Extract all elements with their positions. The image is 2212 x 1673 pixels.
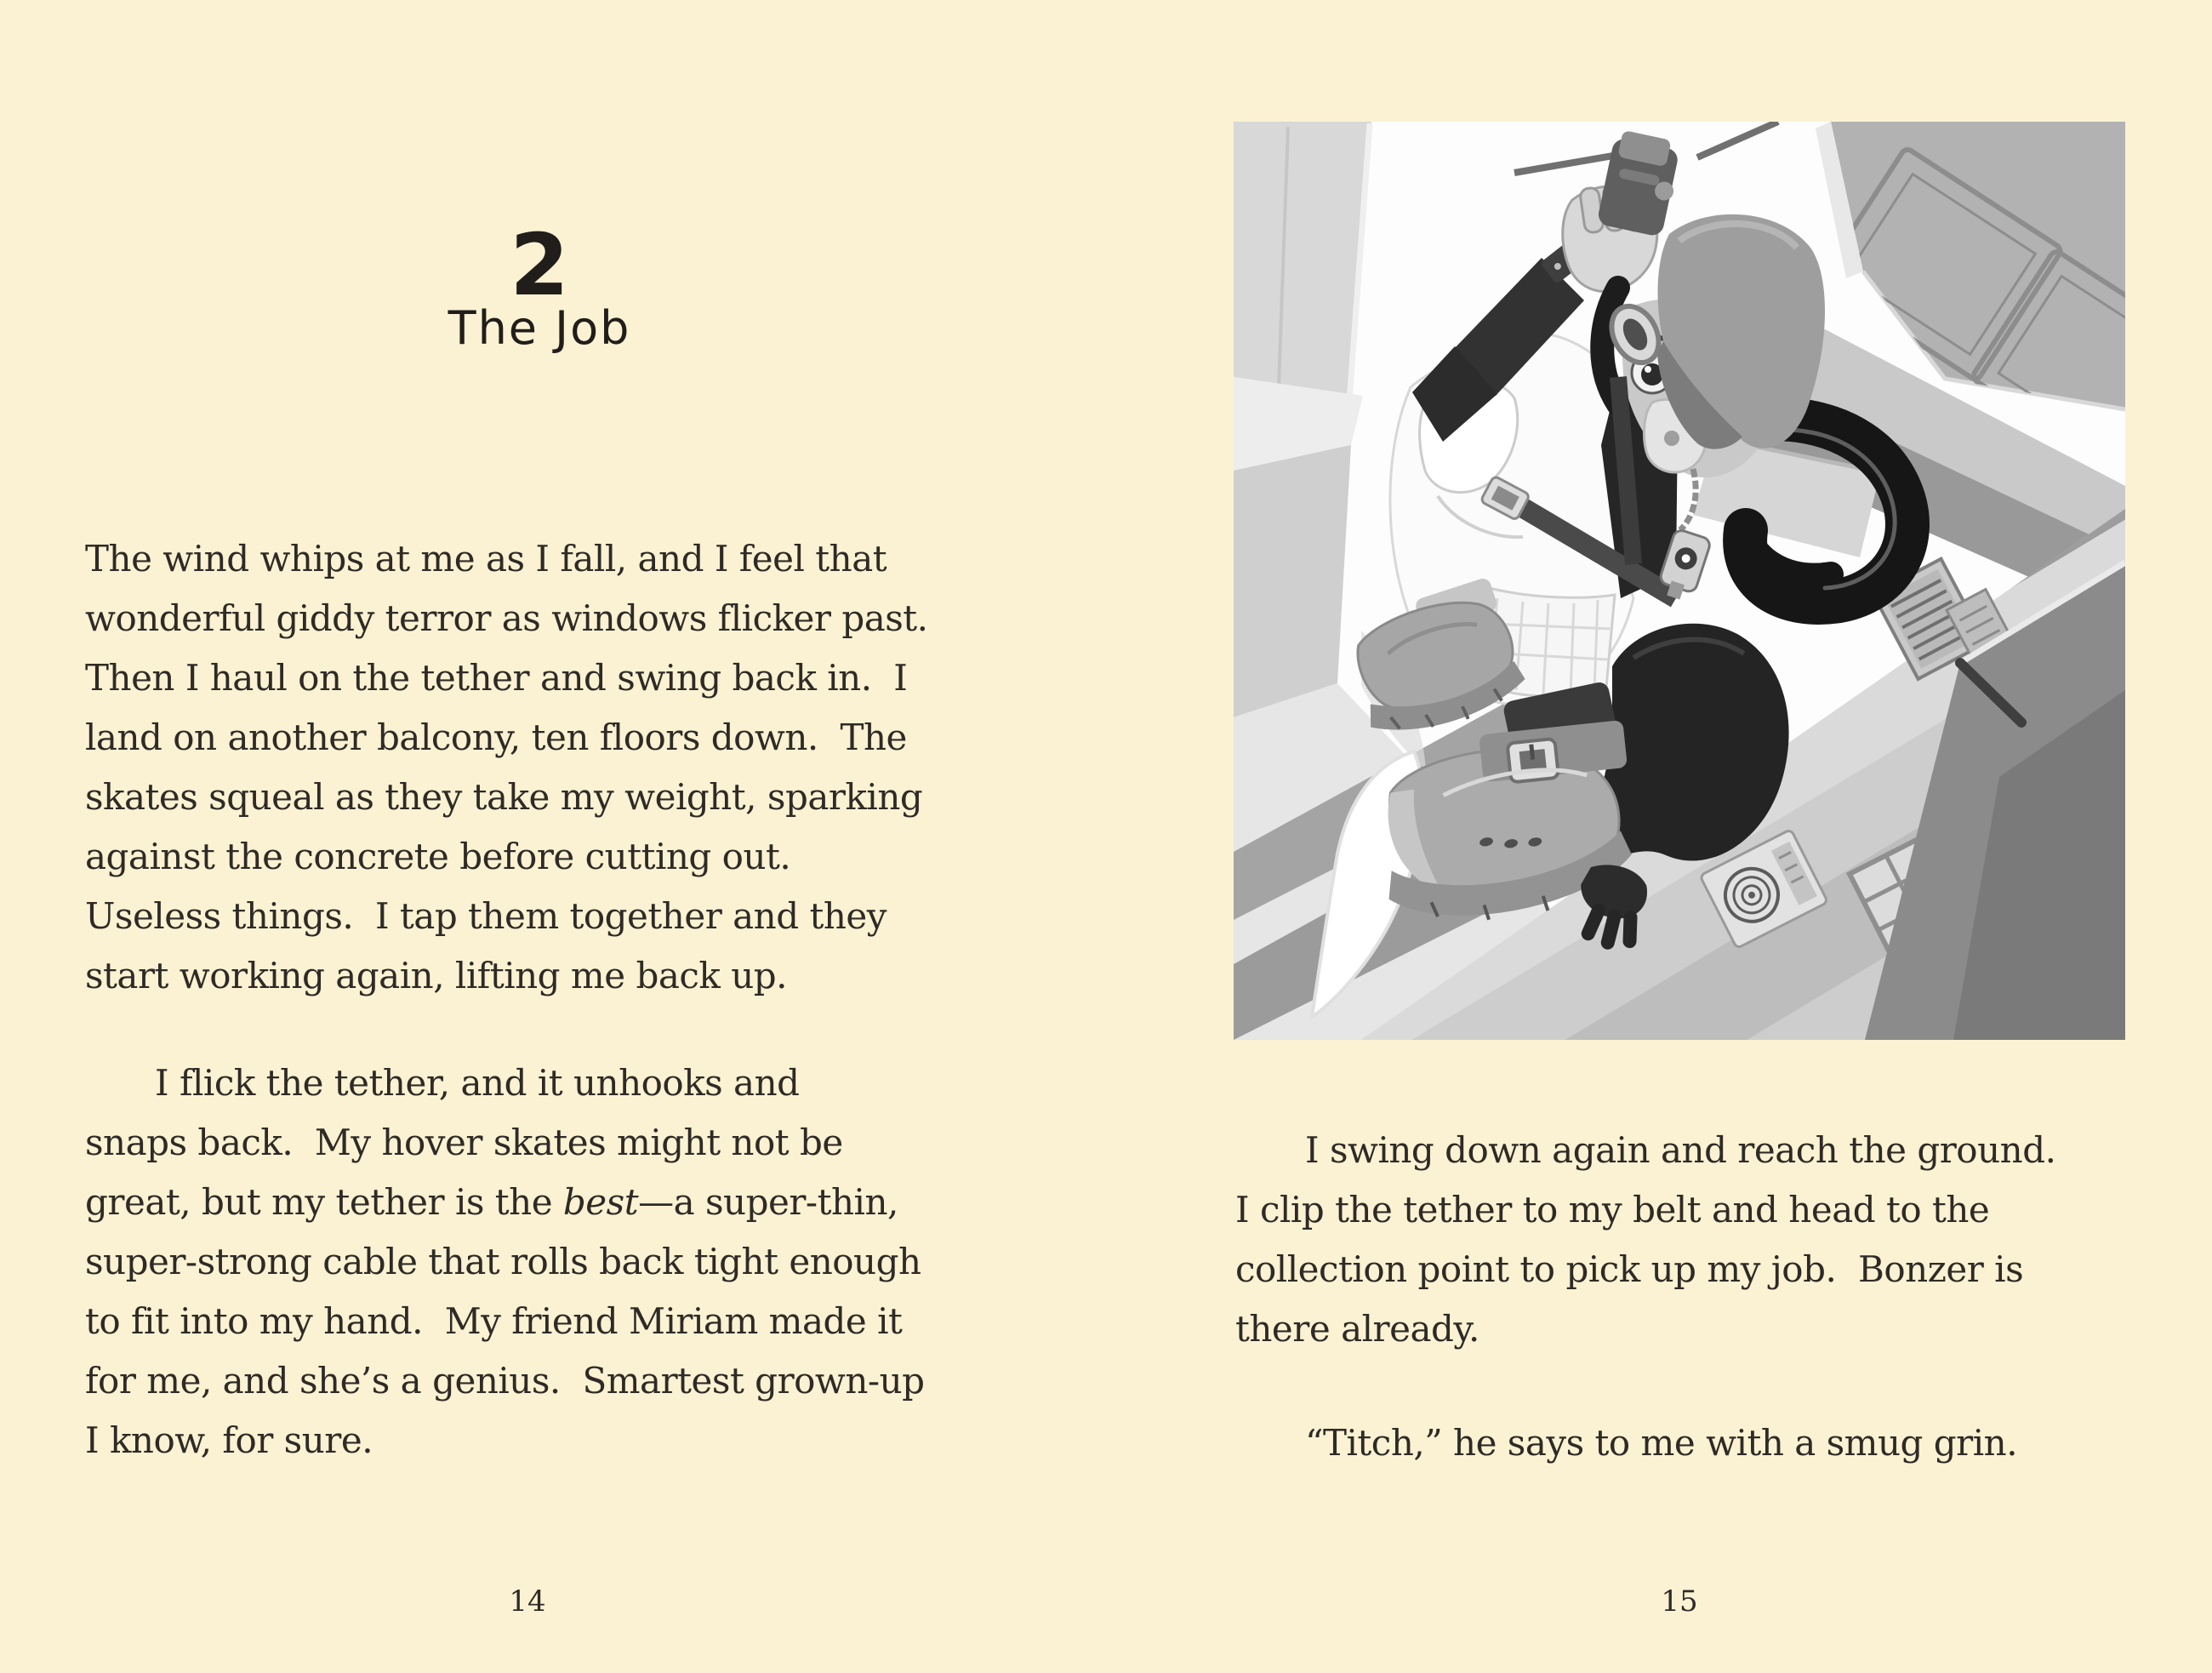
body-line: I flick the tether, and it unhooks and bbox=[155, 1062, 800, 1104]
illustration bbox=[1234, 122, 2125, 1040]
body-line: great, but my tether is the best—a super-thin, bbox=[85, 1181, 898, 1223]
chapter-title: The Job bbox=[448, 301, 631, 355]
buckle bbox=[1508, 739, 1559, 783]
body-line: wonderful giddy terror as windows flicker past. bbox=[85, 597, 928, 639]
body-paragraph bbox=[85, 1053, 925, 1470]
body-line: I clip the tether to my belt and head to the bbox=[1235, 1189, 1990, 1230]
body-line: I swing down again and reach the ground. bbox=[1305, 1129, 2056, 1171]
body-line: “Titch,” he says to me with a smug grin. bbox=[1305, 1422, 2018, 1464]
body-line: to fit into my hand. My friend Miriam made it bbox=[85, 1300, 903, 1342]
body-line: Then I haul on the tether and swing back in. I bbox=[85, 657, 908, 699]
body-line: super-strong cable that rolls back tight enough bbox=[85, 1241, 921, 1282]
body-line: start working again, lifting me back up. bbox=[85, 955, 787, 996]
chapter-number: 2 bbox=[510, 215, 569, 315]
body-line: collection point to pick up my job. Bonzer is bbox=[1235, 1248, 2024, 1290]
body-line: for me, and she’s a genius. Smartest grown-up bbox=[85, 1360, 925, 1402]
page-number-left: 14 bbox=[509, 1584, 546, 1619]
body-line: The wind whips at me as I fall, and I feel that bbox=[85, 538, 887, 580]
body-line: skates squeal as they take my weight, sparking bbox=[85, 776, 923, 818]
body-line: against the concrete before cutting out. bbox=[85, 836, 791, 877]
body-line: I know, for sure. bbox=[85, 1419, 373, 1461]
page-number-right: 15 bbox=[1661, 1584, 1698, 1619]
body-line: snaps back. My hover skates might not be bbox=[85, 1122, 843, 1163]
body-line: Useless things. I tap them together and they bbox=[85, 895, 887, 937]
body-line: there already. bbox=[1235, 1308, 1479, 1350]
body-paragraph bbox=[1235, 1413, 2017, 1473]
body-paragraph bbox=[85, 529, 928, 1006]
body-line: land on another balcony, ten floors down. The bbox=[85, 717, 907, 758]
body-paragraph bbox=[1235, 1121, 2055, 1359]
